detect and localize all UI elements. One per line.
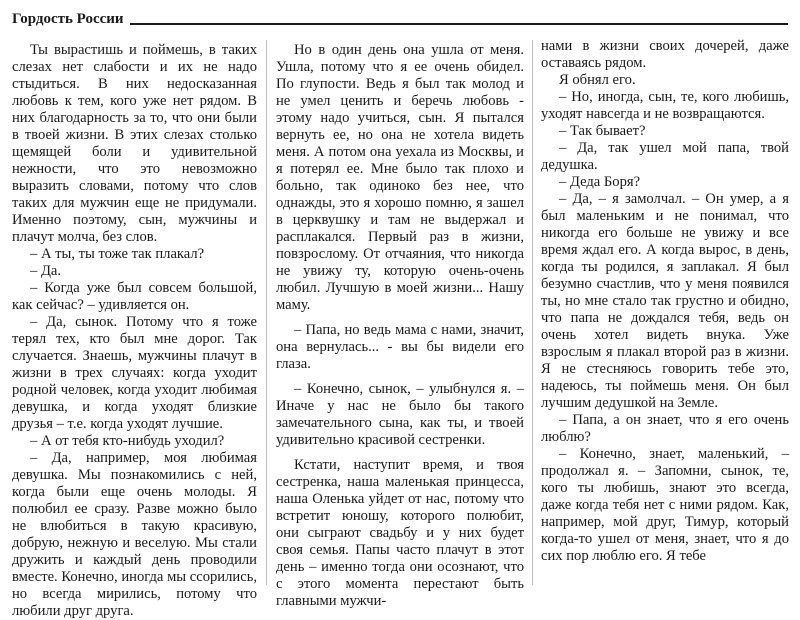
paragraph: – А от тебя кто-нибудь уходил?	[30, 433, 225, 449]
column-divider	[266, 40, 267, 585]
column-divider	[532, 40, 533, 585]
paragraph: – Конечно, сынок, – улыбнулся я. – Иначе у нас не было бы такого замечательного сына, как ты, и твоей удивительно красивой сестренки.	[276, 381, 524, 448]
paragraph: – Да.	[30, 263, 62, 279]
paragraph: – Да, сынок. Потому что я тоже терял тех, кто был мне дорог. Так случается. Знаешь, мужчины плачут в жизни в трех случаях: когда уходит родной человек, когда уходит любимая девушка, и когда уходят близкие друзья – т.е. когда уходят лучшие.	[12, 314, 257, 432]
paragraph: Но в один день она ушла от меня. Ушла, потому что я ее очень обидел. По глупости. Ведь я был так молод и не умел ценить и беречь любовь - этому надо учиться, сын. Я пытался вернуть ее, но она не хотела видеть меня. А потом она уехала из Москвы, и я потерял ее. Мне было так плохо и больно, так одиноко без нее, что однажды, это я хорошо помню, я зашел в церквушку и там не выдержал и расплакался. Первый раз в жизни, повзрослому. От отчаяния, что никогда не увижу ту, которую очень-очень любил. Лучшую в моей жизни... Нашу маму.	[276, 42, 524, 313]
paragraph: – Да, например, моя любимая девушка. Мы познакомились с ней, когда были еще очень молоды. Я полюбил ее сразу. Разве можно было не влюбиться в такую красивую, добрую, нежную и веселую. Мы стали дружить и каждый день проводили вместе. Конечно, иногда мы ссорились, но всегда мирились, потому что любили друг друга.	[12, 450, 257, 619]
paragraph: – Так бывает?	[559, 123, 646, 139]
paragraph: – Папа, а он знает, что я его очень люблю?	[541, 412, 789, 445]
paragraph: – Но, иногда, сын, те, кого любишь, уходят навсегда и не возвращаются.	[541, 89, 789, 122]
paragraph: – Конечно, знает, маленький, – продолжал я. – Запомни, сынок, те, кого ты любишь, знают это всегда, даже когда тебя нет с ними рядом. Как, например, мой друг, Тимур, который когда-то ушел от меня, знает, что я до сих пор люблю его. Я тебе	[541, 446, 789, 564]
paragraph: Ты вырастишь и поймешь, в таких слезах нет слабости и их не надо стыдиться. В них недосказанная любовь к тем, кого уже нет рядом. В них благодарность за то, что они были в твоей жизни. В этих слезах столько щемящей боли и удивительной нежности, что это невозможно выразить словами, потому что слов таких для мужчин еще не придумали. Именно поэтому, сын, мужчины и плачут молча, без слов.	[12, 42, 257, 245]
section-title: Гордость России	[12, 11, 124, 27]
page-header	[12, 6, 788, 28]
paragraph: – Да, так ушел мой папа, твой дедушка.	[541, 140, 789, 173]
paragraph: – Когда уже был совсем большой, как сейчас? – удивляется он.	[12, 280, 257, 313]
paragraph: – А ты, ты тоже так плакал?	[30, 246, 205, 262]
paragraph: Я обнял его.	[559, 72, 636, 88]
header-rule	[130, 23, 788, 25]
paragraph: – Деда Боря?	[559, 174, 641, 190]
text-column-3	[541, 38, 789, 589]
paragraph: Кстати, наступит время, и твоя сестренка, наша маленькая принцесса, наша Оленька уйдет от нас, потому что встретит юношу, которого полюбит, они сыграют свадьбу и у них будет своя семья. Папы часто плачут в этот день – именно тогда они осознают, что с этого момента перестают быть главными мужчи-	[276, 457, 524, 609]
paragraph: – Да, – я замолчал. – Он умер, а я был маленьким и не понимал, что никогда его больше не увижу и все время ждал его. А когда вырос, в день, когда ты родился, я заплакал. Я был безумно счастлив, что у меня появился ты, но мне стало так грустно и обидно, что папа не дождался тебя, ведь он очень хотел видеть внука. Уже взрослым я плакал второй раз в жизни. Я не стесняюсь говорить тебе это, надеюсь, ты поймешь меня. Он был лучшим дедушкой на Земле.	[541, 191, 789, 411]
text-column-1	[12, 42, 257, 619]
paragraph: нами в жизни своих дочерей, даже оставаясь рядом.	[541, 38, 789, 71]
paragraph: – Папа, но ведь мама с нами, значит, она вернулась... - вы бы видели его глаза.	[276, 322, 524, 372]
text-column-2	[276, 42, 524, 609]
